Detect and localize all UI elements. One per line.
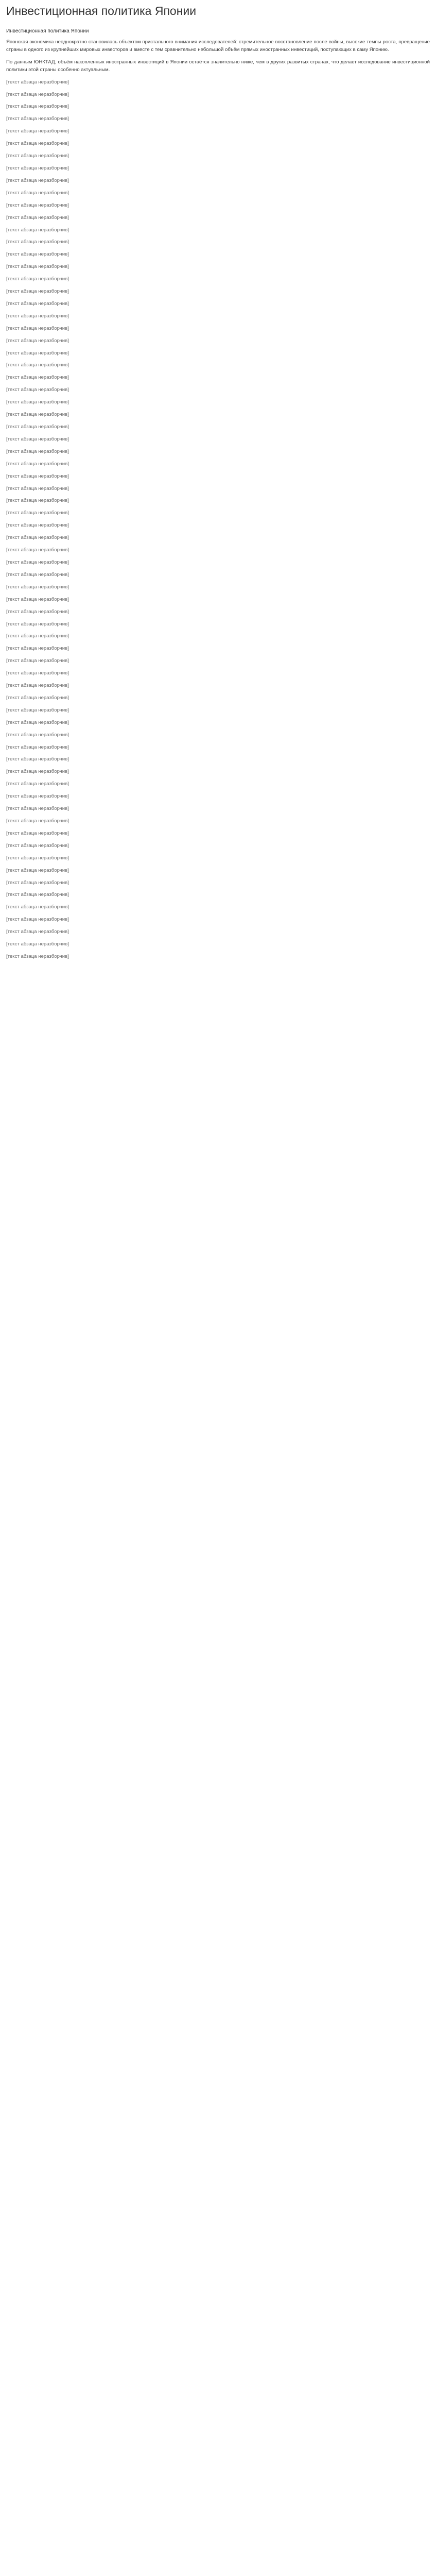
body-paragraph: [текст абзаца неразборчив] — [6, 670, 69, 676]
body-paragraph: [текст абзаца неразборчив] — [6, 313, 69, 319]
body-paragraph: [текст абзаца неразборчив] — [6, 412, 69, 418]
body-paragraph: [текст абзаца неразборчив] — [6, 535, 69, 541]
body-paragraph: [текст абзаца неразборчив] — [6, 818, 69, 824]
body-paragraph: [текст абзаца неразборчив] — [6, 251, 69, 258]
body-paragraph: [текст абзаца неразборчив] — [6, 719, 69, 725]
body-paragraph: Японская экономика неоднократно становилась объектом пристального внимания исследователей: стремительное восстановление после войны, высокие темпы роста, превращение страны в одного из крупнейших мировых инвесторов и вместе с тем сравнительно небольшой объём прямых иностранных инвестиций, поступающих в саму Японию. — [6, 39, 430, 53]
body-paragraph: [текст абзаца неразборчив] — [6, 559, 69, 565]
body-paragraph: [текст абзаца неразборчив] — [6, 190, 69, 196]
body-paragraph: [текст абзаца неразборчив] — [6, 781, 69, 787]
body-paragraph: [текст абзаца неразборчив] — [6, 621, 69, 627]
body-paragraph: [текст абзаца неразборчив] — [6, 202, 69, 208]
body-paragraph: [текст абзаца неразборчив] — [6, 399, 69, 405]
body-paragraph: [текст абзаца неразборчив] — [6, 104, 69, 110]
body-paragraph: [текст абзаца неразборчив] — [6, 732, 69, 738]
body-paragraph: [текст абзаца неразборчив] — [6, 128, 69, 134]
body-paragraph: [текст абзаца неразборчив] — [6, 830, 69, 836]
body-paragraph: [текст абзаца неразборчив] — [6, 276, 69, 282]
body-paragraph: [текст абзаца неразборчив] — [6, 806, 69, 812]
body-paragraph: [текст абзаца неразборчив] — [6, 929, 69, 935]
body-paragraph: [текст абзаца неразборчив] — [6, 867, 69, 873]
document-author: Инвестиционная политика Японии — [6, 28, 89, 34]
body-paragraph: [текст абзаца неразборчив] — [6, 337, 69, 344]
body-paragraph: [текст абзаца неразборчив] — [6, 510, 69, 516]
body-paragraph: [текст абзаца неразборчив] — [6, 879, 69, 886]
body-paragraph: [текст абзаца неразборчив] — [6, 855, 69, 861]
body-paragraph: [текст абзаца неразборчив] — [6, 658, 69, 664]
body-paragraph: [текст абзаца неразборчив] — [6, 892, 69, 898]
body-paragraph: [текст абзаца неразборчив] — [6, 904, 69, 910]
body-paragraph: [текст абзаца неразборчив] — [6, 79, 69, 85]
body-paragraph: [текст абзаца неразборчив] — [6, 683, 69, 689]
body-paragraph: [текст абзаца неразборчив] — [6, 91, 69, 97]
body-paragraph: [текст абзаца неразборчив] — [6, 596, 69, 602]
body-paragraph: [текст абзаца неразборчив] — [6, 177, 69, 183]
body-paragraph: [текст абзаца неразборчив] — [6, 707, 69, 713]
body-paragraph: [текст абзаца неразборчив] — [6, 116, 69, 122]
body-paragraph: [текст абзаца неразборчив] — [6, 300, 69, 307]
body-paragraph: [текст абзаца неразборчив] — [6, 485, 69, 492]
body-paragraph: [текст абзаца неразборчив] — [6, 917, 69, 923]
body-paragraph: [текст абзаца неразборчив] — [6, 571, 69, 578]
document-title: Инвестиционная политика Японии — [6, 4, 197, 18]
body-paragraph: [текст абзаца неразборчив] — [6, 793, 69, 800]
body-paragraph: [текст абзаца неразборчив] — [6, 448, 69, 454]
body-paragraph: [текст абзаца неразборчив] — [6, 350, 69, 356]
body-paragraph: [текст абзаца неразборчив] — [6, 756, 69, 762]
body-paragraph: [текст абзаца неразборчив] — [6, 769, 69, 775]
body-paragraph: [текст абзаца неразборчив] — [6, 214, 69, 221]
body-paragraph: [текст абзаца неразборчив] — [6, 498, 69, 504]
body-paragraph: [текст абзаца неразборчив] — [6, 239, 69, 245]
body-paragraph: [текст абзаца неразборчив] — [6, 694, 69, 701]
body-paragraph: [текст абзаца неразборчив] — [6, 461, 69, 467]
body-paragraph: [текст абзаца неразборчив] — [6, 436, 69, 442]
body-paragraph: [текст абзаца неразборчив] — [6, 744, 69, 750]
body-paragraph: [текст абзаца неразборчив] — [6, 646, 69, 652]
body-paragraph: [текст абзаца неразборчив] — [6, 584, 69, 590]
body-paragraph: [текст абзаца неразборчив] — [6, 375, 69, 381]
body-paragraph: [текст абзаца неразборчив] — [6, 473, 69, 479]
body-paragraph: [текст абзаца неразборчив] — [6, 953, 69, 959]
body-paragraph: [текст абзаца неразборчив] — [6, 608, 69, 615]
document-body — [6, 39, 430, 961]
body-paragraph: По данным ЮНКТАД, объём накопленных иностранных инвестиций в Японии остаётся значительно ниже, чем в других развитых странах, что делает исследование инвестиционной политики этой страны особенно актуальным. — [6, 59, 430, 73]
body-paragraph: [текст абзаца неразборчив] — [6, 141, 69, 147]
body-paragraph: [текст абзаца неразборчив] — [6, 941, 69, 947]
body-paragraph: [текст абзаца неразборчив] — [6, 227, 69, 233]
body-paragraph: [текст абзаца неразборчив] — [6, 362, 69, 368]
body-paragraph: [текст абзаца неразборчив] — [6, 325, 69, 331]
body-paragraph: [текст абзаца неразборчив] — [6, 387, 69, 393]
body-paragraph: [текст абзаца неразборчив] — [6, 153, 69, 159]
document-page — [0, 0, 436, 961]
body-paragraph: [текст абзаца неразборчив] — [6, 264, 69, 270]
body-paragraph: [текст абзаца неразборчив] — [6, 424, 69, 430]
body-paragraph: [текст абзаца неразборчив] — [6, 165, 69, 171]
body-paragraph: [текст абзаца неразборчив] — [6, 289, 69, 295]
body-paragraph: [текст абзаца неразборчив] — [6, 547, 69, 553]
body-paragraph: [текст абзаца неразборчив] — [6, 633, 69, 639]
body-paragraph: [текст абзаца неразборчив] — [6, 522, 69, 529]
body-paragraph: [текст абзаца неразборчив] — [6, 842, 69, 849]
